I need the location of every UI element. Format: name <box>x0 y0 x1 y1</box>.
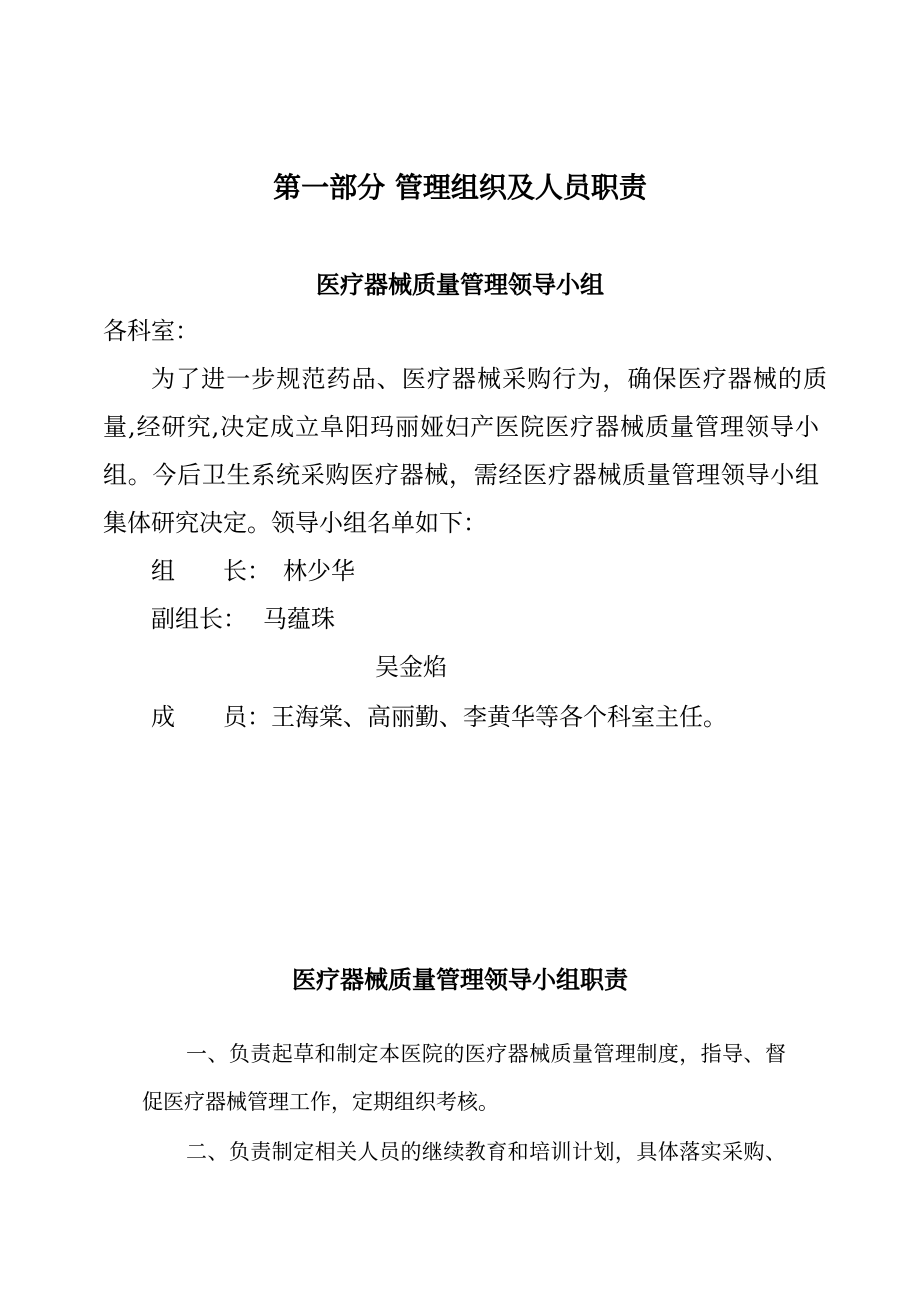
deputy-name-2: 吴金焰 <box>375 653 447 681</box>
section-title-responsibilities: 医疗器械质量管理领导小组职责 <box>292 965 628 994</box>
responsibility-1-line-2: 促医疗器械管理工作，定期组织考核。 <box>142 1090 499 1114</box>
paragraph-line-4: 集体研究决定。领导小组名单如下： <box>103 509 487 537</box>
deputy-name-1: 马蕴珠 <box>263 605 335 633</box>
paragraph-line-3: 组。今后卫生系统采购医疗器械，需经医疗器械质量管理领导小组 <box>103 461 819 489</box>
section-title-leadership-group: 医疗器械质量管理领导小组 <box>316 270 604 299</box>
responsibility-1-line-1: 一、负责起草和制定本医院的医疗器械质量管理制度，指导、督 <box>186 1042 786 1066</box>
salutation: 各科室： <box>103 317 199 345</box>
leader-label: 组 长： <box>151 557 271 585</box>
deputy-label: 副组长： <box>151 605 247 633</box>
part-title: 第一部分 管理组织及人员职责 <box>273 171 647 204</box>
deputy-row <box>151 604 335 634</box>
members-names: 王海棠、高丽勤、李黄华等各个科室主任。 <box>271 703 727 731</box>
paragraph-line-2: 量,经研究,决定成立阜阳玛丽娅妇产医院医疗器械质量管理领导小 <box>103 413 819 441</box>
leader-row <box>151 556 355 586</box>
responsibility-2-line-1: 二、负责制定相关人员的继续教育和培训计划，具体落实采购、 <box>186 1140 786 1164</box>
members-row <box>151 702 727 732</box>
members-label: 成 员： <box>151 703 271 731</box>
leader-name: 林少华 <box>283 557 355 585</box>
paragraph-line-1: 为了进一步规范药品、医疗器械采购行为，确保医疗器械的质 <box>151 365 827 393</box>
